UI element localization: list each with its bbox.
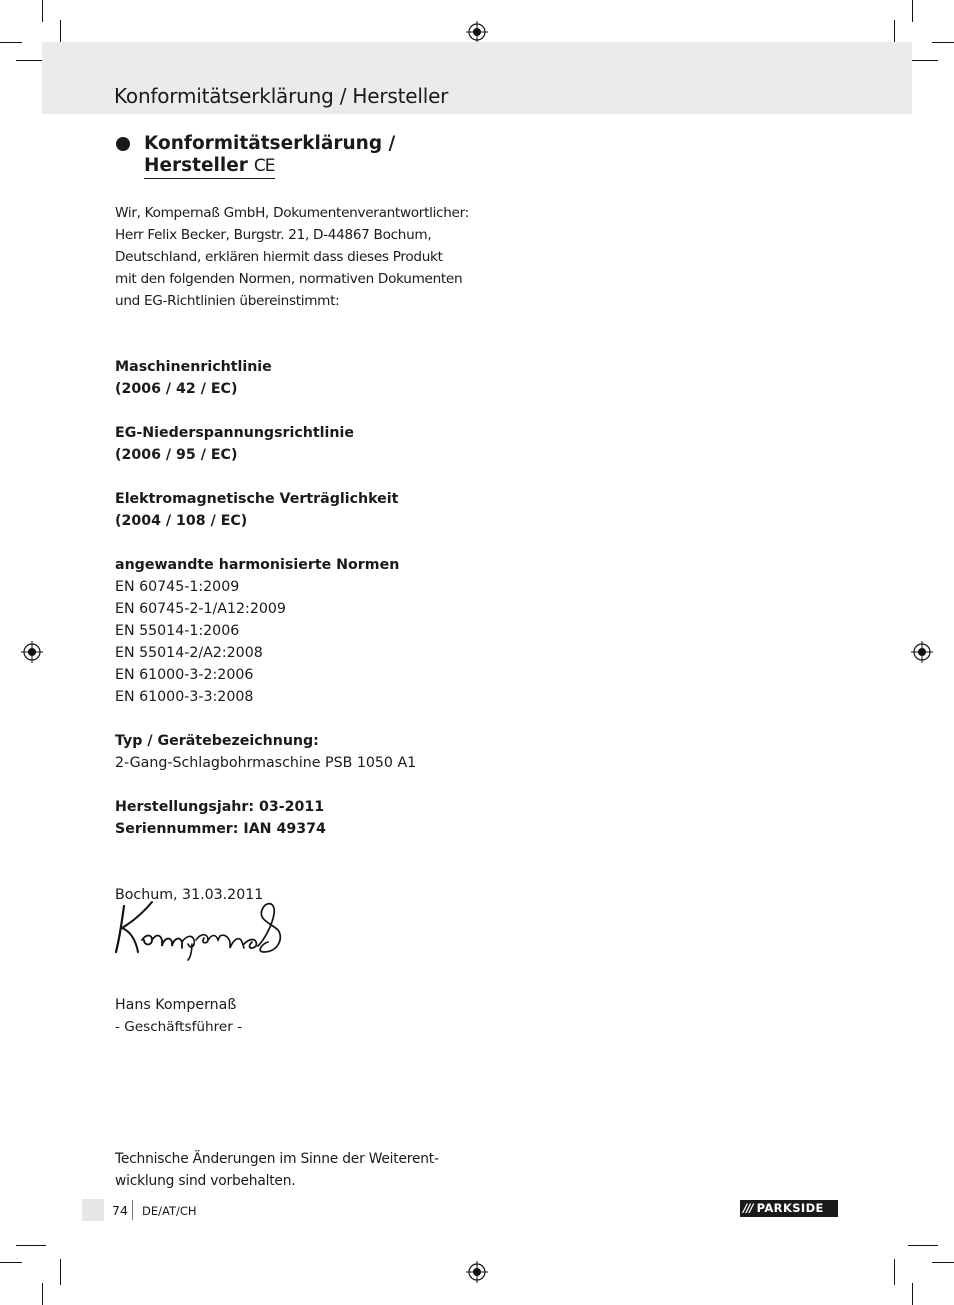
- registration-mark-icon: [21, 641, 43, 663]
- signatory-role: - Geschäftsführer -: [115, 1019, 243, 1035]
- section-title: [144, 133, 474, 179]
- intro-line: mit den folgenden Normen, normativen Dokumenten: [115, 271, 463, 287]
- section-title-text: Hersteller: [144, 155, 248, 176]
- directive-name: Maschinenrichtlinie: [115, 359, 272, 375]
- crop-mark: [912, 1283, 913, 1305]
- crop-mark: [0, 42, 22, 43]
- crop-mark: [932, 1262, 954, 1263]
- handwritten-signature: [112, 896, 292, 962]
- section-title-line2: [144, 155, 275, 179]
- standard-item: EN 61000-3-3:2008: [115, 689, 254, 705]
- crop-mark: [908, 60, 938, 61]
- directive-code: (2006 / 95 / EC): [115, 447, 238, 463]
- type-value: 2-Gang-Schlagbohrmaschine PSB 1050 A1: [115, 755, 417, 771]
- page-number: 74: [112, 1203, 128, 1218]
- intro-paragraph: [115, 202, 485, 312]
- place-date: Bochum, 31.03.2011: [115, 887, 264, 903]
- registration-mark-icon: [466, 21, 488, 43]
- locale-label: DE/AT/CH: [142, 1204, 197, 1218]
- standard-item: EN 61000-3-2:2006: [115, 667, 254, 683]
- intro-line: Deutschland, erklären hiermit dass dieses Produkt: [115, 249, 443, 265]
- crop-mark: [912, 0, 913, 22]
- crop-mark: [894, 1259, 895, 1285]
- directive-code: (2004 / 108 / EC): [115, 513, 248, 529]
- intro-line: Wir, Kompernaß GmbH, Dokumentenverantwortlicher:: [115, 205, 469, 221]
- type-label: Typ / Gerätebezeichnung:: [115, 733, 319, 749]
- serial-number: Seriennummer: IAN 49374: [115, 821, 326, 837]
- logo-slashes: ///: [743, 1201, 753, 1215]
- logo-text: PARKSIDE: [756, 1201, 824, 1215]
- intro-line: und EG-Richtlinien übereinstimmt:: [115, 293, 340, 309]
- section-title-line1: Konformitätserklärung /: [144, 133, 396, 154]
- standard-item: EN 55014-2/A2:2008: [115, 645, 263, 661]
- note-line: Technische Änderungen im Sinne der Weiterent-: [115, 1151, 439, 1167]
- filled-circle-icon: [116, 137, 130, 151]
- page-number-box: [82, 1199, 104, 1221]
- declaration-body: [115, 202, 485, 1192]
- note-line: wicklung sind vorbehalten.: [115, 1173, 296, 1189]
- directive-name: EG-Niederspannungsrichtlinie: [115, 425, 354, 441]
- standards-heading: angewandte harmonisierte Normen: [115, 557, 400, 573]
- registration-mark-icon: [911, 641, 933, 663]
- ce-mark: CE: [253, 156, 275, 176]
- signatory-name: Hans Kompernaß: [115, 997, 237, 1013]
- directive-name: Elektromagnetische Verträglichkeit: [115, 491, 399, 507]
- crop-mark: [42, 0, 43, 22]
- parkside-logo: [740, 1200, 838, 1217]
- crop-mark: [42, 1283, 43, 1305]
- directive-code: (2006 / 42 / EC): [115, 381, 238, 397]
- crop-mark: [908, 1245, 938, 1246]
- standard-item: EN 60745-1:2009: [115, 579, 240, 595]
- intro-line: Herr Felix Becker, Burgstr. 21, D-44867 Bochum,: [115, 227, 432, 243]
- crop-mark: [0, 1262, 22, 1263]
- crop-mark: [16, 1245, 46, 1246]
- standard-item: EN 60745-2-1/A12:2009: [115, 601, 286, 617]
- registration-mark-icon: [466, 1261, 488, 1283]
- manufacture-year: Herstellungsjahr: 03-2011: [115, 799, 325, 815]
- crop-mark: [932, 42, 954, 43]
- crop-mark: [60, 1259, 61, 1285]
- footer-divider: [132, 1200, 133, 1220]
- standard-item: EN 55014-1:2006: [115, 623, 240, 639]
- page-header-title: Konformitätserklärung / Hersteller: [114, 84, 449, 108]
